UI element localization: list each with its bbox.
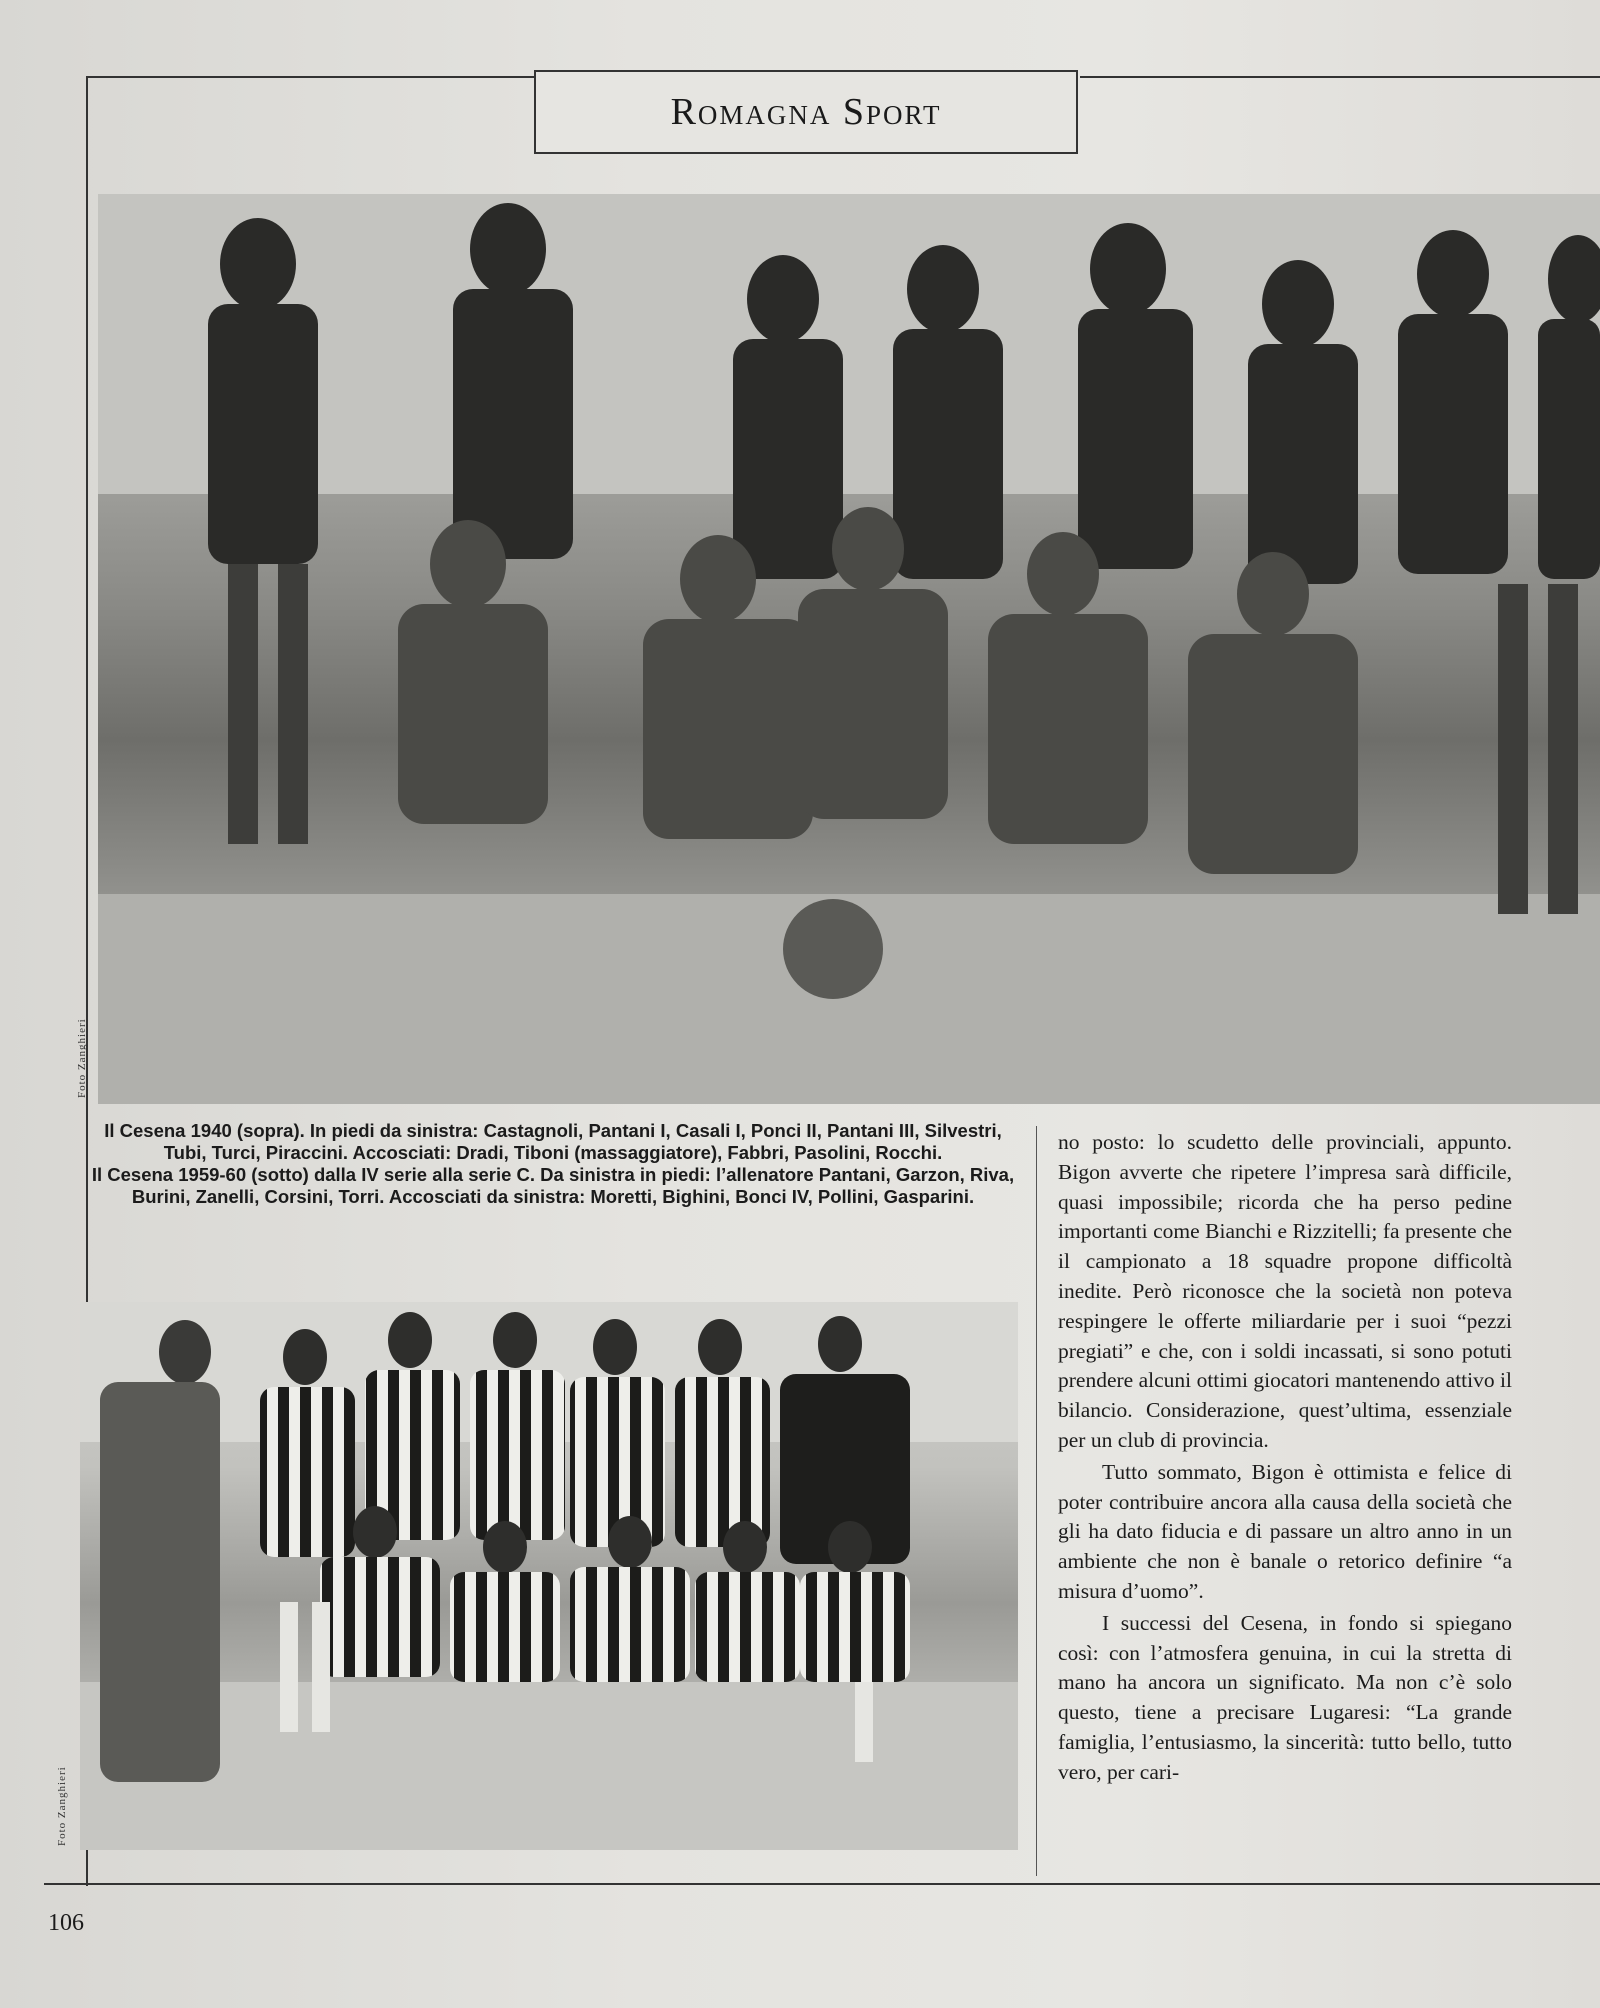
page-number: 106 xyxy=(48,1910,84,1936)
article-paragraph-2: Tutto sommato, Bigon è ottimista e felice di poter contribuire ancora alla causa della società che gli ha dato fiducia e di passare un altro anno in un ambiente che non è banale o retorico definire “a misura d’uomo”. xyxy=(1058,1459,1512,1603)
article-column xyxy=(1058,1128,1512,1788)
frame-line-bottom xyxy=(44,1883,1600,1885)
section-title: Romagna Sport xyxy=(670,91,942,133)
team-photo-1959-60-illustration xyxy=(80,1302,1018,1850)
caption-1959-60: Il Cesena 1959-60 (sotto) dalla IV serie alla serie C. Da sinistra in piedi: l’allenatore Pantani, Garzon, Riva, Burini, Zanelli, Corsini, Torri. Accosciati da sinistra: Moretti, Bighini, Bonci IV, Pollini, Gasparini. xyxy=(91,1164,1015,1207)
frame-line-top-right xyxy=(1080,76,1600,78)
article-paragraph-1: no posto: lo scudetto delle provinciali, appunto. Bigon avverte che ripetere l’impresa sarà difficile, quasi impossibile; ricorda che ha perso pedine importanti come Bianchi e Rizzitelli; fa presente che il campionato a 18 squadre propone difficoltà inedite. Però riconosce che la società non poteva respingere le offerte miliardarie per i suoi “pezzi pregiati” e che, con i soldi incassati, si sono potuti prendere alcuni ottimi giocatori mantenendo attivo il bilancio. Considerazione, quest’ultima, essenziale per un club di provincia. xyxy=(1058,1130,1512,1452)
section-header xyxy=(534,70,1078,154)
column-divider xyxy=(1036,1126,1037,1876)
article-paragraph-3: I successi del Cesena, in fondo si spiegano così: con l’atmosfera genuina, in cui la stretta di mano ha ancora un significato. Ma non c’è solo questo, tiene a precisare Lugaresi: “La grande famiglia, l’entusiasmo, la sincerità: tutto bello, tutto vero, per cari- xyxy=(1058,1610,1512,1784)
frame-line-top-left xyxy=(86,76,534,78)
team-photo-1940 xyxy=(98,194,1600,1104)
team-photo-1959-60 xyxy=(80,1302,1018,1850)
caption-1940: Il Cesena 1940 (sopra). In piedi da sinistra: Castagnoli, Pantani I, Casali I, Ponci II, Pantani III, Silvestri, Tubi, Turci, Piraccini. Accosciati: Dradi, Tiboni (massaggiatore), Fabbri, Pasolini, Rocchi. xyxy=(104,1120,1002,1163)
photo-credit-top: Foto Zanghieri xyxy=(76,1018,88,1098)
photo-captions xyxy=(88,1120,1018,1208)
team-photo-1940-illustration xyxy=(98,194,1600,1104)
photo-credit-bottom: Foto Zanghieri xyxy=(56,1766,68,1846)
